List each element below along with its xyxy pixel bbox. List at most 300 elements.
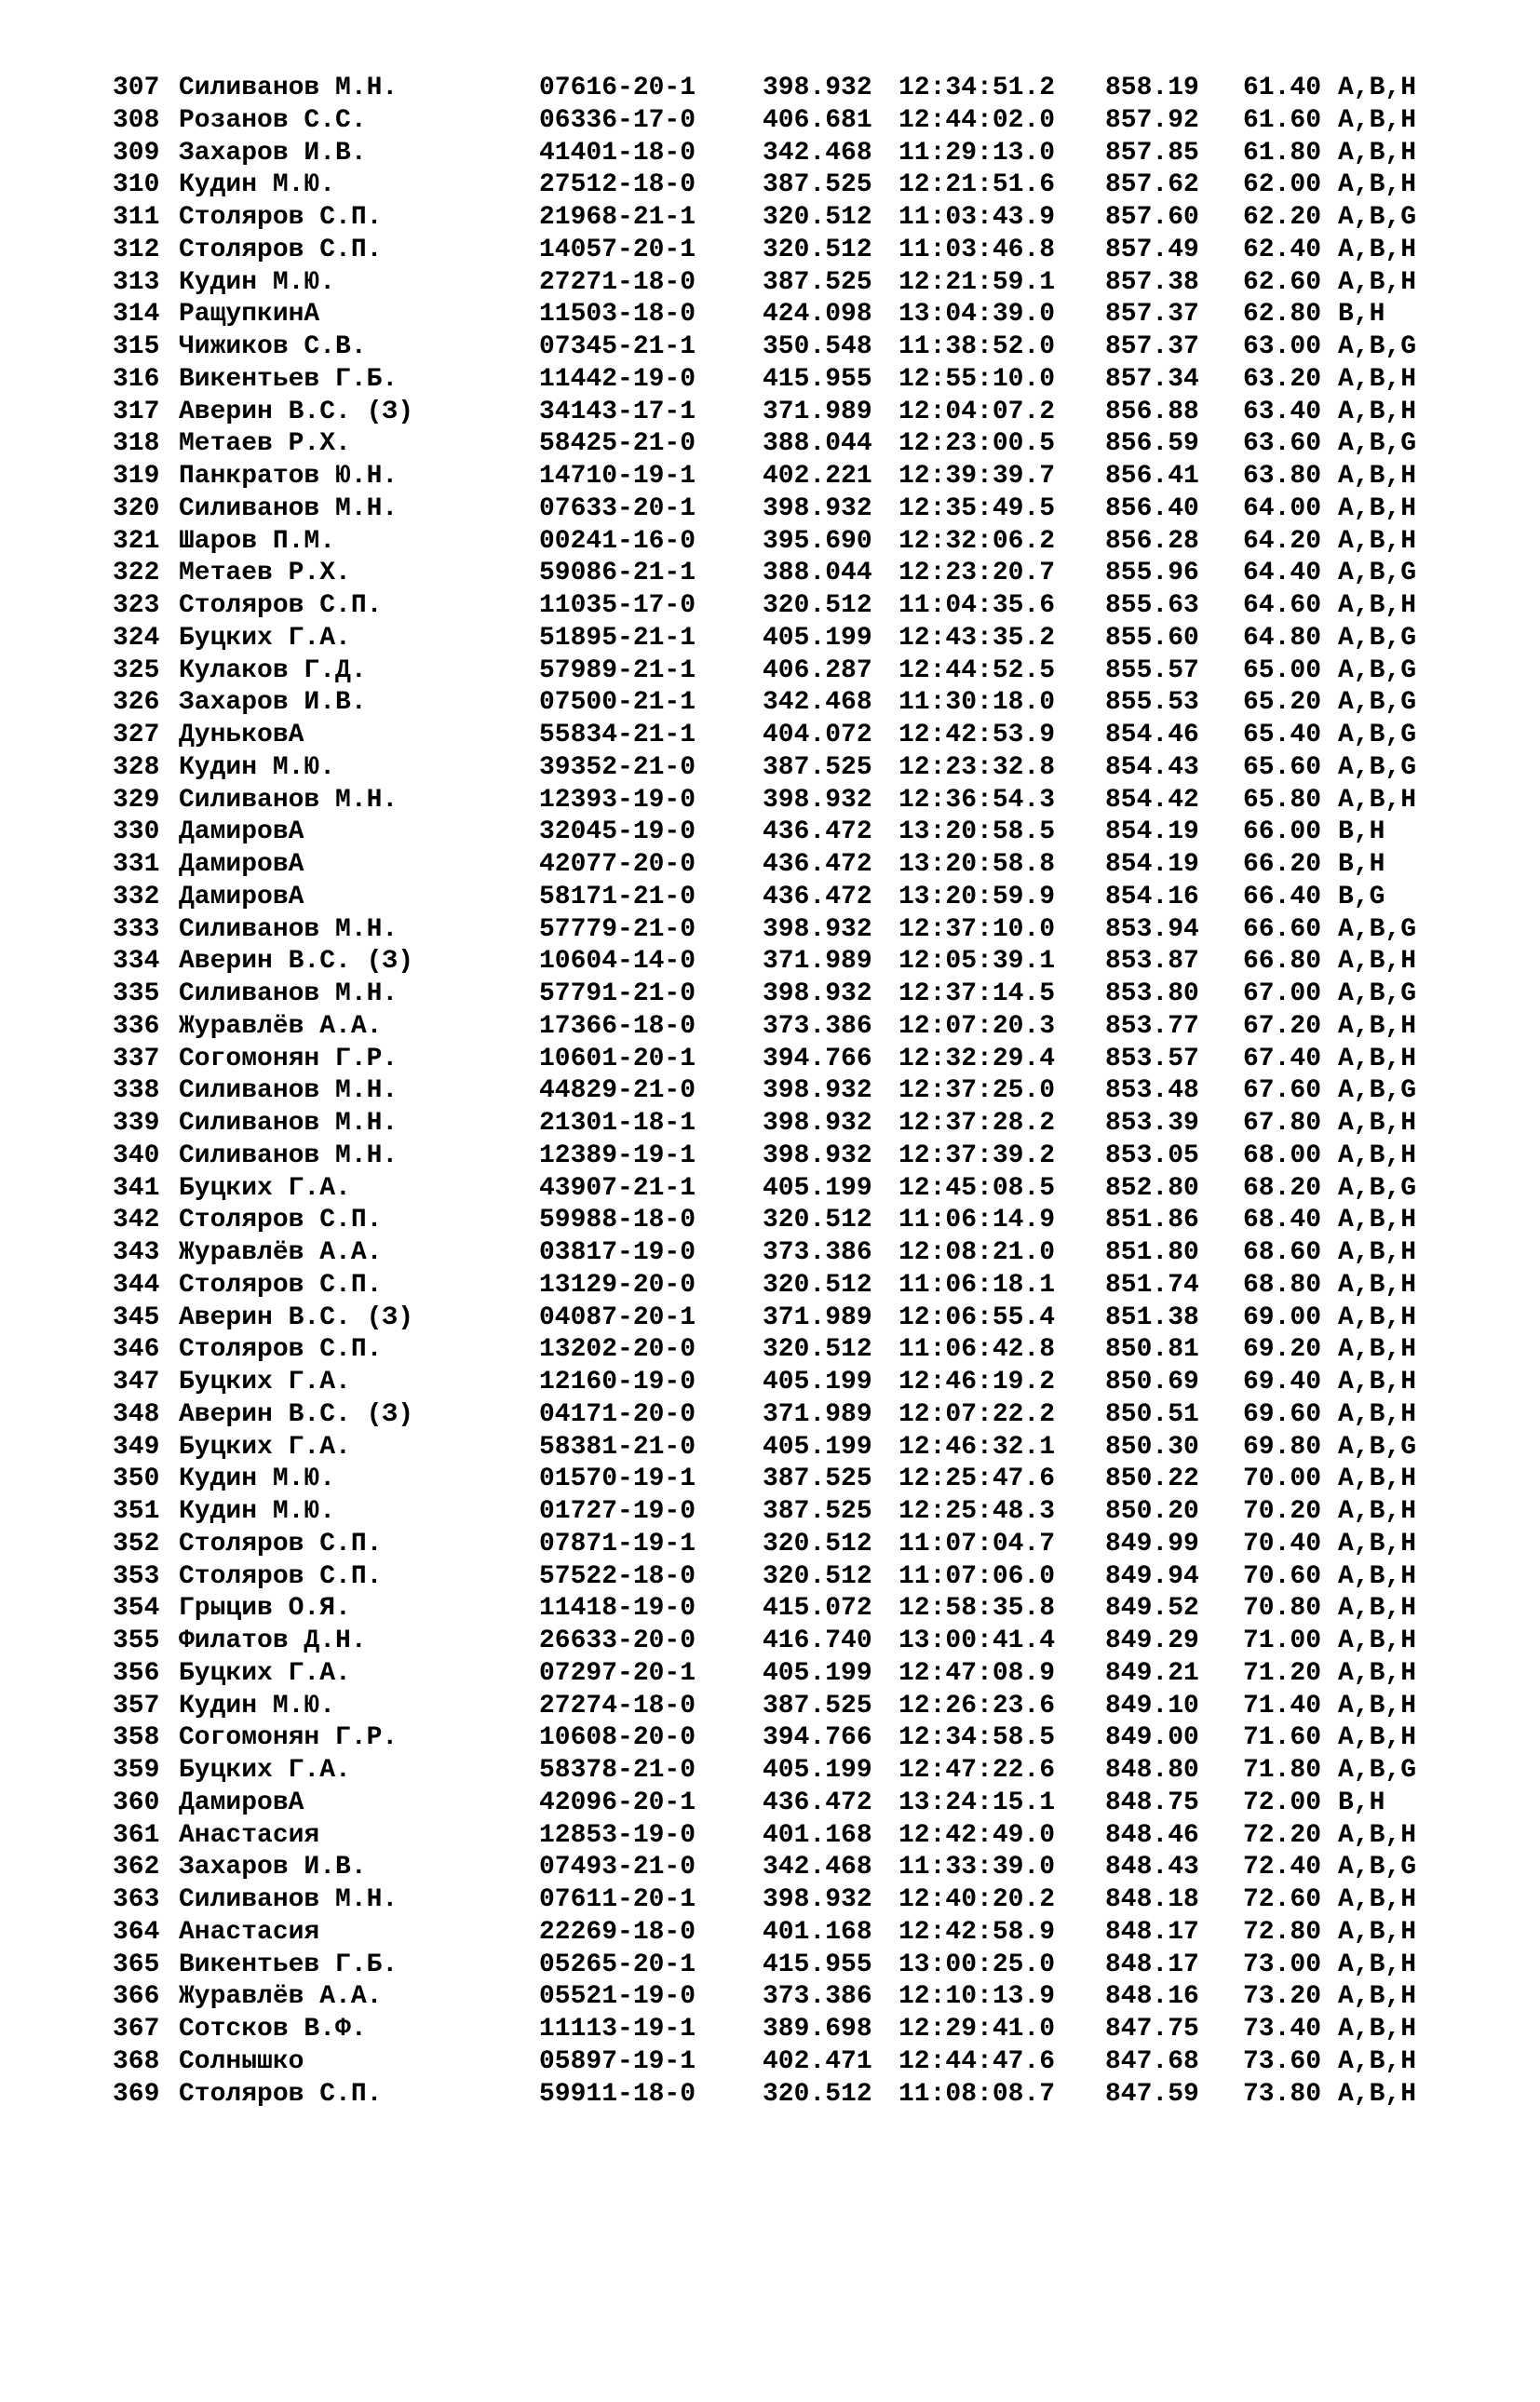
speed-value: 857.60 xyxy=(1105,203,1199,232)
speed-value: 858.19 xyxy=(1105,74,1199,102)
arrival-time: 12:04:07.2 xyxy=(898,397,1056,426)
arrival-time: 12:23:32.8 xyxy=(898,752,1056,782)
speed-value: 857.92 xyxy=(1105,105,1199,135)
place-number: 331 xyxy=(113,850,160,879)
arrival-time: 11:30:18.0 xyxy=(898,688,1056,718)
ring-number: 11442-19-0 xyxy=(539,364,696,394)
category-list: A,B,H xyxy=(1338,526,1417,556)
arrival-time: 13:20:58.5 xyxy=(898,817,1056,847)
category-list: A,B,G xyxy=(1338,914,1417,944)
points-value: 66.80 xyxy=(1243,947,1322,977)
ring-number: 11113-19-1 xyxy=(539,2015,696,2044)
category-list: A,B,H xyxy=(1338,170,1417,200)
result-row xyxy=(113,978,1417,1011)
ring-number: 07345-21-1 xyxy=(539,332,696,361)
ring-number: 44829-21-0 xyxy=(539,1076,696,1106)
fancier-name: Захаров И.В. xyxy=(179,138,367,168)
arrival-time: 13:04:39.0 xyxy=(898,300,1056,330)
distance-value: 387.525 xyxy=(763,170,872,200)
result-row xyxy=(113,1270,1417,1302)
speed-value: 848.18 xyxy=(1105,1885,1199,1914)
distance-value: 387.525 xyxy=(763,752,872,782)
speed-value: 857.62 xyxy=(1105,170,1199,200)
points-value: 73.20 xyxy=(1243,1982,1322,2012)
distance-value: 398.932 xyxy=(763,914,872,944)
place-number: 363 xyxy=(113,1885,160,1914)
ring-number: 12393-19-0 xyxy=(539,785,696,815)
result-row xyxy=(113,235,1417,267)
points-value: 67.00 xyxy=(1243,979,1322,1008)
speed-value: 848.43 xyxy=(1105,1853,1199,1882)
arrival-time: 12:44:02.0 xyxy=(898,105,1056,135)
speed-value: 856.40 xyxy=(1105,493,1199,523)
ring-number: 57522-18-0 xyxy=(539,1561,696,1591)
arrival-time: 13:00:25.0 xyxy=(898,1950,1056,1979)
category-list: A,B,H xyxy=(1338,591,1417,620)
ring-number: 57791-21-0 xyxy=(539,979,696,1008)
category-list: A,B,H xyxy=(1338,1529,1417,1559)
arrival-time: 12:47:08.9 xyxy=(898,1658,1056,1688)
fancier-name: Столяров С.П. xyxy=(179,1270,383,1300)
fancier-name: Журавлёв А.А. xyxy=(179,1238,383,1267)
place-number: 337 xyxy=(113,1044,160,1073)
speed-value: 851.38 xyxy=(1105,1302,1199,1332)
arrival-time: 12:45:08.5 xyxy=(898,1173,1056,1203)
ring-number: 27271-18-0 xyxy=(539,267,696,297)
fancier-name: Кудин М.Ю. xyxy=(179,170,336,200)
result-row xyxy=(113,1852,1417,1884)
speed-value: 857.85 xyxy=(1105,138,1199,168)
points-value: 62.00 xyxy=(1243,170,1322,200)
distance-value: 371.989 xyxy=(763,1399,872,1429)
arrival-time: 12:10:13.9 xyxy=(898,1982,1056,2012)
arrival-time: 12:37:14.5 xyxy=(898,979,1056,1008)
points-value: 72.80 xyxy=(1243,1917,1322,1947)
result-row xyxy=(113,526,1417,559)
ring-number: 13202-20-0 xyxy=(539,1335,696,1365)
category-list: A,B,H xyxy=(1338,462,1417,491)
result-row xyxy=(113,882,1385,914)
category-list: B,H xyxy=(1338,850,1385,879)
arrival-time: 12:07:22.2 xyxy=(898,1399,1056,1429)
place-number: 344 xyxy=(113,1270,160,1300)
result-row xyxy=(113,1173,1417,1206)
fancier-name: Силиванов М.Н. xyxy=(179,74,399,102)
arrival-time: 12:42:49.0 xyxy=(898,1820,1056,1850)
fancier-name: Аверин В.С. (З) xyxy=(179,1399,414,1429)
place-number: 330 xyxy=(113,817,160,847)
place-number: 323 xyxy=(113,591,160,620)
ring-number: 10601-20-1 xyxy=(539,1044,696,1073)
fancier-name: Буцких Г.А. xyxy=(179,1368,351,1397)
arrival-time: 12:35:49.5 xyxy=(898,493,1056,523)
ring-number: 07500-21-1 xyxy=(539,688,696,718)
fancier-name: Силиванов М.Н. xyxy=(179,914,399,944)
arrival-time: 11:38:52.0 xyxy=(898,332,1056,361)
category-list: A,B,H xyxy=(1338,1723,1417,1753)
points-value: 66.20 xyxy=(1243,850,1322,879)
speed-value: 855.60 xyxy=(1105,623,1199,653)
ring-number: 06336-17-0 xyxy=(539,105,696,135)
speed-value: 854.42 xyxy=(1105,785,1199,815)
ring-number: 14057-20-1 xyxy=(539,235,696,264)
place-number: 352 xyxy=(113,1529,160,1559)
category-list: A,B,G xyxy=(1338,559,1417,588)
ring-number: 10604-14-0 xyxy=(539,947,696,977)
result-row xyxy=(113,687,1417,720)
category-list: A,B,G xyxy=(1338,1432,1417,1462)
speed-value: 849.52 xyxy=(1105,1594,1199,1624)
speed-value: 856.59 xyxy=(1105,429,1199,459)
category-list: A,B,H xyxy=(1338,1626,1417,1655)
fancier-name: РащупкинА xyxy=(179,300,320,330)
place-number: 313 xyxy=(113,267,160,297)
speed-value: 853.57 xyxy=(1105,1044,1199,1073)
result-row xyxy=(113,397,1417,429)
place-number: 325 xyxy=(113,655,160,685)
speed-value: 849.94 xyxy=(1105,1561,1199,1591)
category-list: A,B,H xyxy=(1338,1917,1417,1947)
fancier-name: Аверин В.С. (З) xyxy=(179,947,414,977)
points-value: 69.40 xyxy=(1243,1368,1322,1397)
points-value: 70.80 xyxy=(1243,1594,1322,1624)
distance-value: 405.199 xyxy=(763,1432,872,1462)
result-row xyxy=(113,1367,1417,1399)
result-row xyxy=(113,1722,1417,1755)
arrival-time: 12:32:29.4 xyxy=(898,1044,1056,1073)
category-list: A,B,H xyxy=(1338,364,1417,394)
points-value: 62.60 xyxy=(1243,267,1322,297)
result-row xyxy=(113,1626,1417,1658)
arrival-time: 12:23:00.5 xyxy=(898,429,1056,459)
result-row xyxy=(113,1044,1417,1076)
fancier-name: Чижиков С.В. xyxy=(179,332,367,361)
ring-number: 11418-19-0 xyxy=(539,1594,696,1624)
result-row xyxy=(113,1011,1417,1044)
speed-value: 848.17 xyxy=(1105,1917,1199,1947)
distance-value: 320.512 xyxy=(763,1270,872,1300)
ring-number: 12853-19-0 xyxy=(539,1820,696,1850)
fancier-name: Столяров С.П. xyxy=(179,1561,383,1591)
speed-value: 848.16 xyxy=(1105,1982,1199,2012)
fancier-name: Силиванов М.Н. xyxy=(179,979,399,1008)
arrival-time: 12:23:20.7 xyxy=(898,559,1056,588)
speed-value: 853.87 xyxy=(1105,947,1199,977)
distance-value: 436.472 xyxy=(763,817,872,847)
speed-value: 854.16 xyxy=(1105,882,1199,911)
place-number: 324 xyxy=(113,623,160,653)
category-list: A,B,H xyxy=(1338,2015,1417,2044)
fancier-name: Кудин М.Ю. xyxy=(179,1497,336,1526)
place-number: 343 xyxy=(113,1238,160,1267)
speed-value: 851.80 xyxy=(1105,1238,1199,1267)
speed-value: 849.10 xyxy=(1105,1691,1199,1721)
category-list: A,B,H xyxy=(1338,1885,1417,1914)
points-value: 69.60 xyxy=(1243,1399,1322,1429)
ring-number: 11503-18-0 xyxy=(539,300,696,330)
category-list: A,B,G xyxy=(1338,721,1417,749)
distance-value: 416.740 xyxy=(763,1626,872,1655)
points-value: 66.60 xyxy=(1243,914,1322,944)
points-value: 70.20 xyxy=(1243,1497,1322,1526)
place-number: 369 xyxy=(113,2079,160,2109)
category-list: A,B,H xyxy=(1338,1044,1417,1073)
result-row xyxy=(113,1237,1417,1270)
result-row xyxy=(113,267,1417,300)
points-value: 70.00 xyxy=(1243,1464,1322,1494)
points-value: 63.20 xyxy=(1243,364,1322,394)
points-value: 65.40 xyxy=(1243,721,1322,749)
ring-number: 05265-20-1 xyxy=(539,1950,696,1979)
ring-number: 21968-21-1 xyxy=(539,203,696,232)
arrival-time: 12:37:10.0 xyxy=(898,914,1056,944)
place-number: 327 xyxy=(113,721,160,749)
fancier-name: ДуньковА xyxy=(179,721,304,749)
category-list: A,B,H xyxy=(1338,1238,1417,1267)
distance-value: 373.386 xyxy=(763,1011,872,1041)
distance-value: 387.525 xyxy=(763,1691,872,1721)
fancier-name: Журавлёв А.А. xyxy=(179,1982,383,2012)
speed-value: 854.19 xyxy=(1105,850,1199,879)
category-list: B,H xyxy=(1338,1788,1385,1817)
category-list: B,H xyxy=(1338,300,1385,330)
category-list: A,B,H xyxy=(1338,947,1417,977)
distance-value: 320.512 xyxy=(763,591,872,620)
points-value: 62.40 xyxy=(1243,235,1322,264)
ring-number: 13129-20-0 xyxy=(539,1270,696,1300)
distance-value: 415.072 xyxy=(763,1594,872,1624)
category-list: A,B,G xyxy=(1338,979,1417,1008)
place-number: 339 xyxy=(113,1109,160,1138)
category-list: A,B,H xyxy=(1338,785,1417,815)
distance-value: 394.766 xyxy=(763,1723,872,1753)
points-value: 71.40 xyxy=(1243,1691,1322,1721)
ring-number: 58425-21-0 xyxy=(539,429,696,459)
points-value: 63.40 xyxy=(1243,397,1322,426)
category-list: A,B,H xyxy=(1338,1399,1417,1429)
fancier-name: Журавлёв А.А. xyxy=(179,1011,383,1041)
place-number: 316 xyxy=(113,364,160,394)
ring-number: 57989-21-1 xyxy=(539,655,696,685)
points-value: 67.80 xyxy=(1243,1109,1322,1138)
arrival-time: 12:34:58.5 xyxy=(898,1723,1056,1753)
category-list: A,B,H xyxy=(1338,1335,1417,1365)
distance-value: 398.932 xyxy=(763,1076,872,1106)
points-value: 68.60 xyxy=(1243,1238,1322,1267)
points-value: 72.00 xyxy=(1243,1788,1322,1817)
ring-number: 32045-19-0 xyxy=(539,817,696,847)
distance-value: 373.386 xyxy=(763,1238,872,1267)
distance-value: 387.525 xyxy=(763,267,872,297)
category-list: A,B,H xyxy=(1338,235,1417,264)
points-value: 73.80 xyxy=(1243,2079,1322,2109)
fancier-name: Захаров И.В. xyxy=(179,1853,367,1882)
distance-value: 371.989 xyxy=(763,1302,872,1332)
place-number: 350 xyxy=(113,1464,160,1494)
category-list: A,B,H xyxy=(1338,1109,1417,1138)
category-list: B,G xyxy=(1338,882,1385,911)
category-list: A,B,G xyxy=(1338,429,1417,459)
points-value: 67.40 xyxy=(1243,1044,1322,1073)
category-list: A,B,H xyxy=(1338,1140,1417,1170)
result-row xyxy=(113,331,1417,364)
arrival-time: 11:03:43.9 xyxy=(898,203,1056,232)
speed-value: 847.75 xyxy=(1105,2015,1199,2044)
speed-value: 851.74 xyxy=(1105,1270,1199,1300)
arrival-time: 12:37:25.0 xyxy=(898,1076,1056,1106)
category-list: A,B,H xyxy=(1338,105,1417,135)
speed-value: 853.05 xyxy=(1105,1140,1199,1170)
place-number: 345 xyxy=(113,1302,160,1332)
fancier-name: Столяров С.П. xyxy=(179,1206,383,1235)
result-row xyxy=(113,1884,1417,1917)
result-row xyxy=(113,720,1417,752)
fancier-name: Кудин М.Ю. xyxy=(179,1691,336,1721)
result-row xyxy=(113,623,1417,655)
speed-value: 850.51 xyxy=(1105,1399,1199,1429)
place-number: 360 xyxy=(113,1788,160,1817)
arrival-time: 12:43:35.2 xyxy=(898,623,1056,653)
arrival-time: 12:58:35.8 xyxy=(898,1594,1056,1624)
arrival-time: 12:36:54.3 xyxy=(898,785,1056,815)
result-row xyxy=(113,299,1385,331)
result-row xyxy=(113,1432,1417,1464)
arrival-time: 12:46:32.1 xyxy=(898,1432,1056,1462)
arrival-time: 13:20:59.9 xyxy=(898,882,1056,911)
speed-value: 857.37 xyxy=(1105,332,1199,361)
place-number: 358 xyxy=(113,1723,160,1753)
distance-value: 342.468 xyxy=(763,138,872,168)
points-value: 67.20 xyxy=(1243,1011,1322,1041)
ring-number: 42096-20-1 xyxy=(539,1788,696,1817)
points-value: 71.60 xyxy=(1243,1723,1322,1753)
fancier-name: Кудин М.Ю. xyxy=(179,267,336,297)
distance-value: 350.548 xyxy=(763,332,872,361)
place-number: 322 xyxy=(113,559,160,588)
category-list: A,B,H xyxy=(1338,1658,1417,1688)
fancier-name: Шаров П.М. xyxy=(179,526,336,556)
ring-number: 55834-21-1 xyxy=(539,721,696,749)
points-value: 73.60 xyxy=(1243,2046,1322,2076)
points-value: 70.40 xyxy=(1243,1529,1322,1559)
points-value: 66.40 xyxy=(1243,882,1322,911)
place-number: 318 xyxy=(113,429,160,459)
category-list: A,B,H xyxy=(1338,1950,1417,1979)
category-list: A,B,H xyxy=(1338,2079,1417,2109)
category-list: A,B,H xyxy=(1338,1820,1417,1850)
result-row xyxy=(113,461,1417,493)
place-number: 335 xyxy=(113,979,160,1008)
place-number: 310 xyxy=(113,170,160,200)
arrival-time: 12:37:28.2 xyxy=(898,1109,1056,1138)
points-value: 69.20 xyxy=(1243,1335,1322,1365)
arrival-time: 12:21:59.1 xyxy=(898,267,1056,297)
arrival-time: 11:33:39.0 xyxy=(898,1853,1056,1882)
ring-number: 01570-19-1 xyxy=(539,1464,696,1494)
place-number: 368 xyxy=(113,2046,160,2076)
result-row xyxy=(113,558,1417,590)
distance-value: 320.512 xyxy=(763,1529,872,1559)
category-list: A,B,G xyxy=(1338,752,1417,782)
distance-value: 388.044 xyxy=(763,559,872,588)
place-number: 361 xyxy=(113,1820,160,1850)
ring-number: 22269-18-0 xyxy=(539,1917,696,1947)
ring-number: 04171-20-0 xyxy=(539,1399,696,1429)
category-list: A,B,H xyxy=(1338,1270,1417,1300)
points-value: 66.00 xyxy=(1243,817,1322,847)
speed-value: 857.38 xyxy=(1105,267,1199,297)
distance-value: 388.044 xyxy=(763,429,872,459)
points-value: 71.00 xyxy=(1243,1626,1322,1655)
result-row xyxy=(113,1205,1417,1237)
speed-value: 856.88 xyxy=(1105,397,1199,426)
place-number: 362 xyxy=(113,1853,160,1882)
result-row xyxy=(113,1399,1417,1432)
distance-value: 394.766 xyxy=(763,1044,872,1073)
points-value: 72.40 xyxy=(1243,1853,1322,1882)
place-number: 315 xyxy=(113,332,160,361)
result-row xyxy=(113,1658,1417,1691)
arrival-time: 12:07:20.3 xyxy=(898,1011,1056,1041)
result-row xyxy=(113,2079,1417,2112)
category-list: A,B,H xyxy=(1338,1206,1417,1235)
result-row xyxy=(113,1140,1417,1173)
fancier-name: Силиванов М.Н. xyxy=(179,1109,399,1138)
ring-number: 57779-21-0 xyxy=(539,914,696,944)
fancier-name: Буцких Г.А. xyxy=(179,1756,351,1785)
arrival-time: 12:32:06.2 xyxy=(898,526,1056,556)
ring-number: 59911-18-0 xyxy=(539,2079,696,2109)
ring-number: 07493-21-0 xyxy=(539,1853,696,1882)
result-row xyxy=(113,2014,1417,2046)
fancier-name: Панкратов Ю.Н. xyxy=(179,462,399,491)
place-number: 319 xyxy=(113,462,160,491)
place-number: 311 xyxy=(113,203,160,232)
ring-number: 12160-19-0 xyxy=(539,1368,696,1397)
ring-number: 14710-19-1 xyxy=(539,462,696,491)
ring-number: 34143-17-1 xyxy=(539,397,696,426)
result-row xyxy=(113,1302,1417,1335)
speed-value: 848.80 xyxy=(1105,1756,1199,1785)
distance-value: 398.932 xyxy=(763,1140,872,1170)
category-list: A,B,H xyxy=(1338,1594,1417,1624)
ring-number: 58378-21-0 xyxy=(539,1756,696,1785)
distance-value: 398.932 xyxy=(763,74,872,102)
arrival-time: 13:20:58.8 xyxy=(898,850,1056,879)
category-list: A,B,G xyxy=(1338,688,1417,718)
speed-value: 855.63 xyxy=(1105,591,1199,620)
fancier-name: Силиванов М.Н. xyxy=(179,493,399,523)
speed-value: 857.37 xyxy=(1105,300,1199,330)
fancier-name: Столяров С.П. xyxy=(179,203,383,232)
result-row xyxy=(113,752,1417,785)
result-row xyxy=(113,1593,1417,1626)
points-value: 64.80 xyxy=(1243,623,1322,653)
distance-value: 398.932 xyxy=(763,1885,872,1914)
category-list: A,B,G xyxy=(1338,203,1417,232)
result-row xyxy=(113,655,1417,688)
fancier-name: Буцких Г.А. xyxy=(179,623,351,653)
place-number: 334 xyxy=(113,947,160,977)
place-number: 333 xyxy=(113,914,160,944)
arrival-time: 11:06:18.1 xyxy=(898,1270,1056,1300)
speed-value: 850.69 xyxy=(1105,1368,1199,1397)
category-list: A,B,H xyxy=(1338,1368,1417,1397)
result-row xyxy=(113,1917,1417,1950)
ring-number: 59988-18-0 xyxy=(539,1206,696,1235)
distance-value: 402.471 xyxy=(763,2046,872,2076)
points-value: 63.00 xyxy=(1243,332,1322,361)
